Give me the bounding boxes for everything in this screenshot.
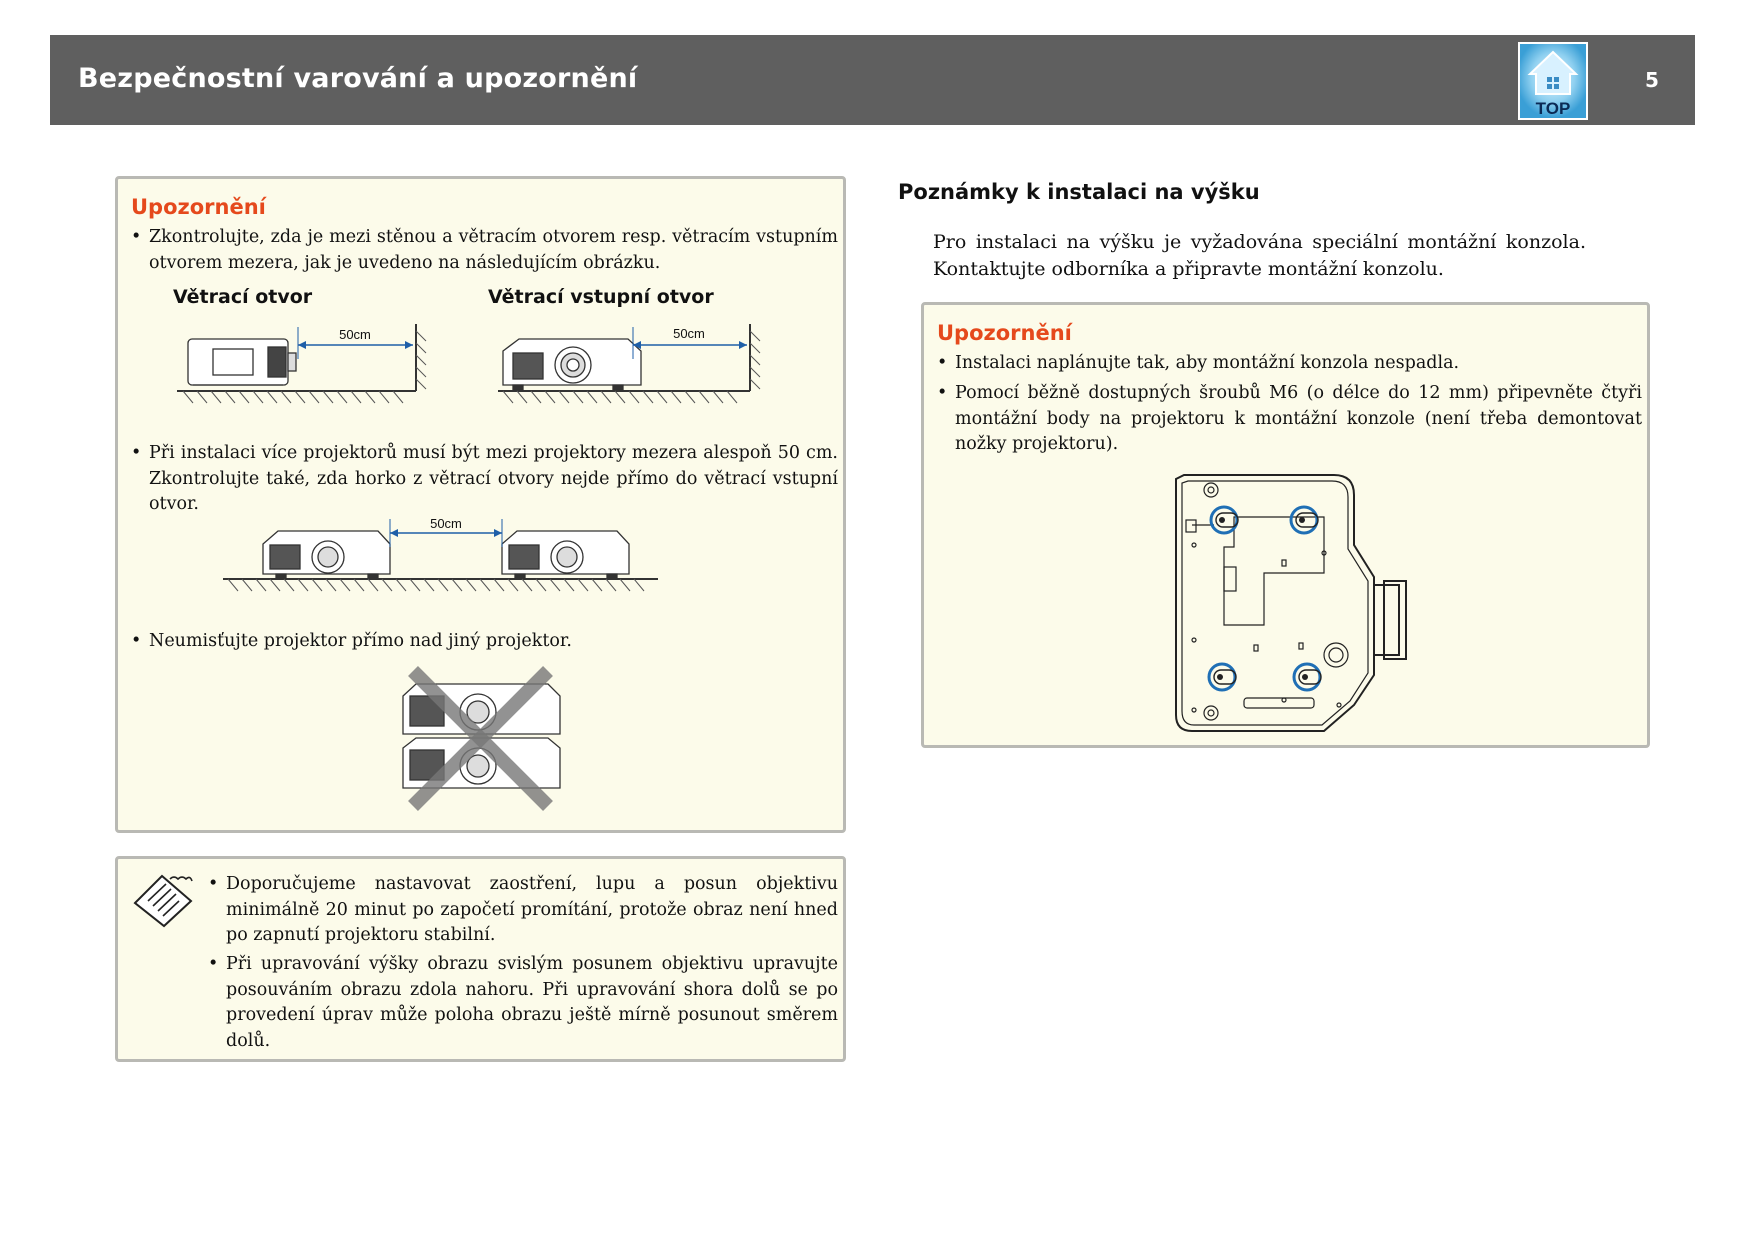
caution-bullet-3: • Neumisťujte projektor přímo nad jiný projektor. <box>131 629 838 655</box>
page-header <box>50 35 1695 125</box>
caution-title: Upozornění <box>131 195 266 219</box>
page-title: Bezpečnostní varování a upozornění <box>78 63 638 94</box>
figure-label-intake: Větrací vstupní otvor <box>488 286 714 308</box>
wall-clearance-figure <box>173 309 783 409</box>
caution-box-vertical-install <box>921 302 1650 748</box>
section-intro: Pro instalaci na výšku je vyžadována speciální montážní konzola. Kontaktujte odborníka a připravte montážní konzolu. <box>933 231 1586 280</box>
note-bullet-2: • Při upravování výšky obrazu svislým posunem objektivu upravujte posouváním obrazu zdola nahoru. Při upravování shora dolů se po provedení úprav může poloha obrazu ještě mírně posunout směrem dolů. <box>208 952 838 1054</box>
no-stacking-figure <box>398 666 568 814</box>
caution-right-bullet-1: • Instalaci naplánujte tak, aby montážní konzola nespadla. <box>937 351 1642 377</box>
projector-outline <box>1176 475 1406 731</box>
top-house-icon <box>1518 42 1588 120</box>
caution-box-ventilation <box>115 176 846 833</box>
caution-right-bullet-2: • Pomocí běžně dostupných šroubů M6 (o délce do 12 mm) připevněte čtyři montážní body na projektoru k montážní konzole (není třeba demontovat nožky projektoru). <box>937 381 1642 458</box>
mounting-point-4 <box>1294 664 1321 690</box>
caution-bullet-2: • Při instalaci více projektorů musí být mezi projektory mezera alespoň 50 cm. Zkontrolujte také, zda horko z větrací otvory nejde přímo do větrací vstupní otvor. <box>131 441 838 518</box>
caution-bullet-1: • Zkontrolujte, zda je mezi stěnou a větracím otvorem resp. větracím vstupním otvorem mezera, jak je uvedeno na následujícím obrázku. <box>131 225 838 276</box>
caution-title-right: Upozornění <box>937 321 1072 345</box>
mounting-point-2 <box>1291 507 1318 533</box>
distance-label-intake: 50cm <box>673 326 705 341</box>
section-heading: Poznámky k instalaci na výšku <box>898 180 1260 204</box>
mounting-point-icons <box>1209 507 1321 690</box>
note-icon <box>132 873 194 929</box>
note-bullet-1: • Doporučujeme nastavovat zaostření, lupu a posun objektivu minimálně 20 minut po započetí promítání, protože obraz není hned po zapnutí projektoru stabilní. <box>208 872 838 949</box>
page-number: 5 <box>1645 68 1659 92</box>
note-box <box>115 856 846 1062</box>
distance-label-exhaust: 50cm <box>339 327 371 342</box>
projector-spacing-figure <box>218 519 678 609</box>
projector-left <box>263 531 390 579</box>
mounting-point-3 <box>1209 664 1236 690</box>
floor-hatch <box>183 391 403 403</box>
figure-label-exhaust: Větrací otvor <box>173 286 313 308</box>
top-button[interactable] <box>1518 42 1588 120</box>
distance-label-spacing: 50cm <box>430 519 462 531</box>
projector-right <box>502 531 629 579</box>
projector-side-view <box>188 339 296 385</box>
projector-underside-figure <box>1164 465 1424 745</box>
top-button-label: TOP <box>1535 99 1571 118</box>
projector-front-view <box>503 339 641 390</box>
